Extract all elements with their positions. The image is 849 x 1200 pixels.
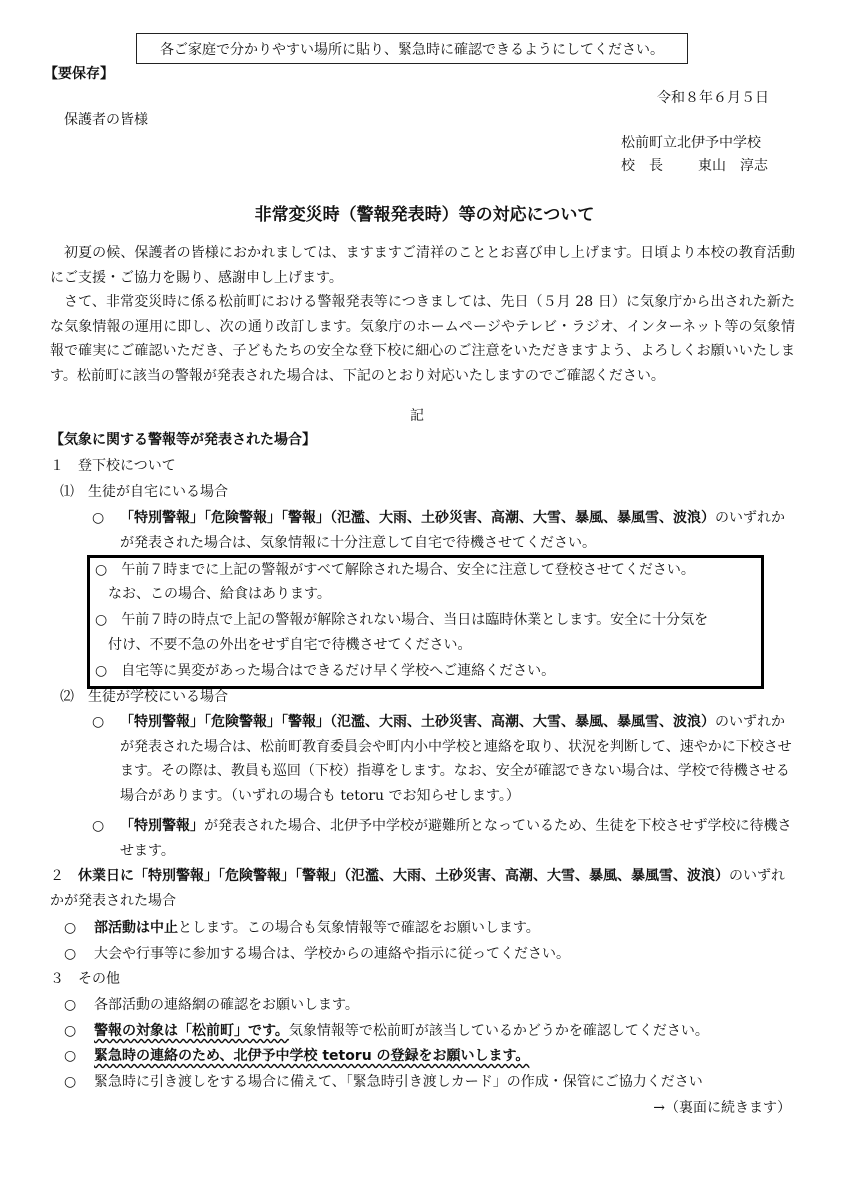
continued-note: →（裏面に続きます） — [653, 1100, 791, 1116]
s1-p2-heading: ⑵ 生徒が学校にいる場合 — [60, 689, 228, 705]
warning-list-bold: 「特別警報」「危険警報」「警報」（氾濫、大雨、土砂災害、高潮、大雪、暴風、暴風雪、波浪） — [120, 714, 715, 730]
s3-item1: 各部活動の連絡網の確認をお願いします。 — [94, 997, 359, 1013]
s3-item4: 緊急時に引き渡しをする場合に備えて、「緊急時引き渡しカード」の作成・保管にご協力ください — [94, 1074, 703, 1090]
s2-heading — [50, 864, 798, 913]
save-tag: 【要保存】 — [44, 66, 114, 82]
s1-p1-item-rest: のいずれかが発表された場合は、気象情報に十分注意して自宅で待機させてください。 — [120, 510, 785, 551]
section-heading: 【気象に関する警報等が発表された場合】 — [50, 432, 316, 448]
s2-bold: 休業日に「特別警報」「危険警報」「警報」（氾濫、大雨、土砂災害、高潮、大雪、暴風、暴風雪、波浪） — [78, 868, 729, 884]
warning-list-bold: 「特別警報」「危険警報」「警報」（氾濫、大雨、土砂災害、高潮、大雪、暴風、暴風雪、波浪） — [120, 510, 715, 526]
box1-line2: なお、この場合、給食はあります。 — [108, 586, 331, 602]
s2-rest: のいずれかが発表された場合 — [50, 868, 785, 909]
greeting-paragraph: 初夏の候、保護者の皆様におかれましては、ますますご清祥のこととお喜び申し上げます。日頃より本校の教育活動にご支援・ご協力を賜り、感謝申し上げます。 — [50, 245, 795, 286]
page-title: 非常変災時（警報発表時）等の対応について — [254, 205, 595, 225]
s3-item2 — [94, 1021, 709, 1041]
club-cancel-bold: 部活動は中止 — [94, 920, 178, 936]
s1-p1-heading: ⑴ 生徒が自宅にいる場合 — [60, 484, 228, 500]
special-warning-bold: 「特別警報」 — [120, 818, 204, 834]
s1-p2-item2-rest: が発表された場合、北伊予中学校が避難所となっているため、生徒を下校させず学校に待機させます。 — [120, 818, 792, 859]
s2-item1-rest: とします。この場合も気象情報等で確認をお願いします。 — [178, 920, 540, 936]
principal-name: 東山 淳志 — [698, 158, 768, 174]
bullet: ○ — [64, 1074, 77, 1090]
body-paragraph: さて、非常変災時に係る松前町における警報発表等につきましては、先日（５月 28 日）に気象庁から出された新たな気象情報の運用に即し、次の通り改訂します。気象庁のホームページやテレビ・ラジオ、インターネット等の気象情報で確実にご確認いただき、子どもたちの安全な登下校に細心のご注意をいただきますよう、よろしくお願いいたします。松前町に該当の警報が発表された場合は、下記のとおり対応いたしますのでご確認ください。 — [50, 294, 795, 384]
box3-line: ○ 自宅等に異変があった場合はできるだけ早く学校へご連絡ください。 — [95, 663, 556, 679]
bullet: ○ — [64, 997, 77, 1013]
bullet: ○ — [64, 920, 77, 936]
s1-p2-item1 — [120, 710, 796, 808]
principal-title: 校 長 — [621, 158, 663, 174]
bullet: ○ — [92, 818, 105, 834]
addressee: 保護者の皆様 — [64, 112, 148, 128]
s2-item2: 大会や行事等に参加する場合は、学校からの連絡や指示に従ってください。 — [94, 946, 570, 962]
bullet: ○ — [92, 510, 105, 526]
school-name: 松前町立北伊予中学校 — [621, 135, 761, 151]
bullet: ○ — [92, 714, 105, 730]
date: 令和８年６月５日 — [657, 90, 769, 106]
bullet: ○ — [64, 946, 77, 962]
bullet: ○ — [64, 1023, 77, 1039]
ki-mark: 記 — [410, 408, 424, 424]
notice-text: 各ご家庭で分かりやすい場所に貼り、緊急時に確認できるようにしてください。 — [160, 42, 664, 58]
s1-p2-item1-rest: のいずれかが発表された場合は、松前町教育委員会や町内小中学校と連絡を取り、状況を判断して、速やかに下校させます。その際は、教員も巡回（下校）指導をします。なお、安全が確認できない場合は、学校で待機させる場合があります。（いずれの場合も tetoru でお知らせします。） — [120, 714, 792, 804]
s3-heading: ３ その他 — [50, 971, 120, 987]
s1-p2-item2 — [120, 814, 796, 863]
notice-box — [136, 33, 688, 64]
s2-item1 — [94, 918, 540, 938]
s1-p1-item — [120, 506, 796, 555]
box1-line1: ○ 午前７時までに上記の警報がすべて解除された場合、安全に注意して登校させてください。 — [95, 562, 695, 578]
box2-line1: ○ 午前７時の時点で上記の警報が解除されない場合、当日は臨時休業とします。安全に十分気を — [95, 612, 709, 628]
box2-line2: 付け、不要不急の外出をせず自宅で待機させてください。 — [108, 637, 472, 653]
target-area-bold: 警報の対象は「松前町」です。 — [94, 1023, 289, 1039]
s2-lead: ２ — [50, 868, 78, 884]
s3-item3: 緊急時の連絡のため、北伊予中学校 tetoru の登録をお願いします。 — [94, 1048, 530, 1064]
s1-heading: １ 登下校について — [50, 458, 176, 474]
s3-item2-rest: 気象情報等で松前町が該当しているかどうかを確認してください。 — [288, 1023, 709, 1039]
bullet: ○ — [64, 1048, 77, 1064]
